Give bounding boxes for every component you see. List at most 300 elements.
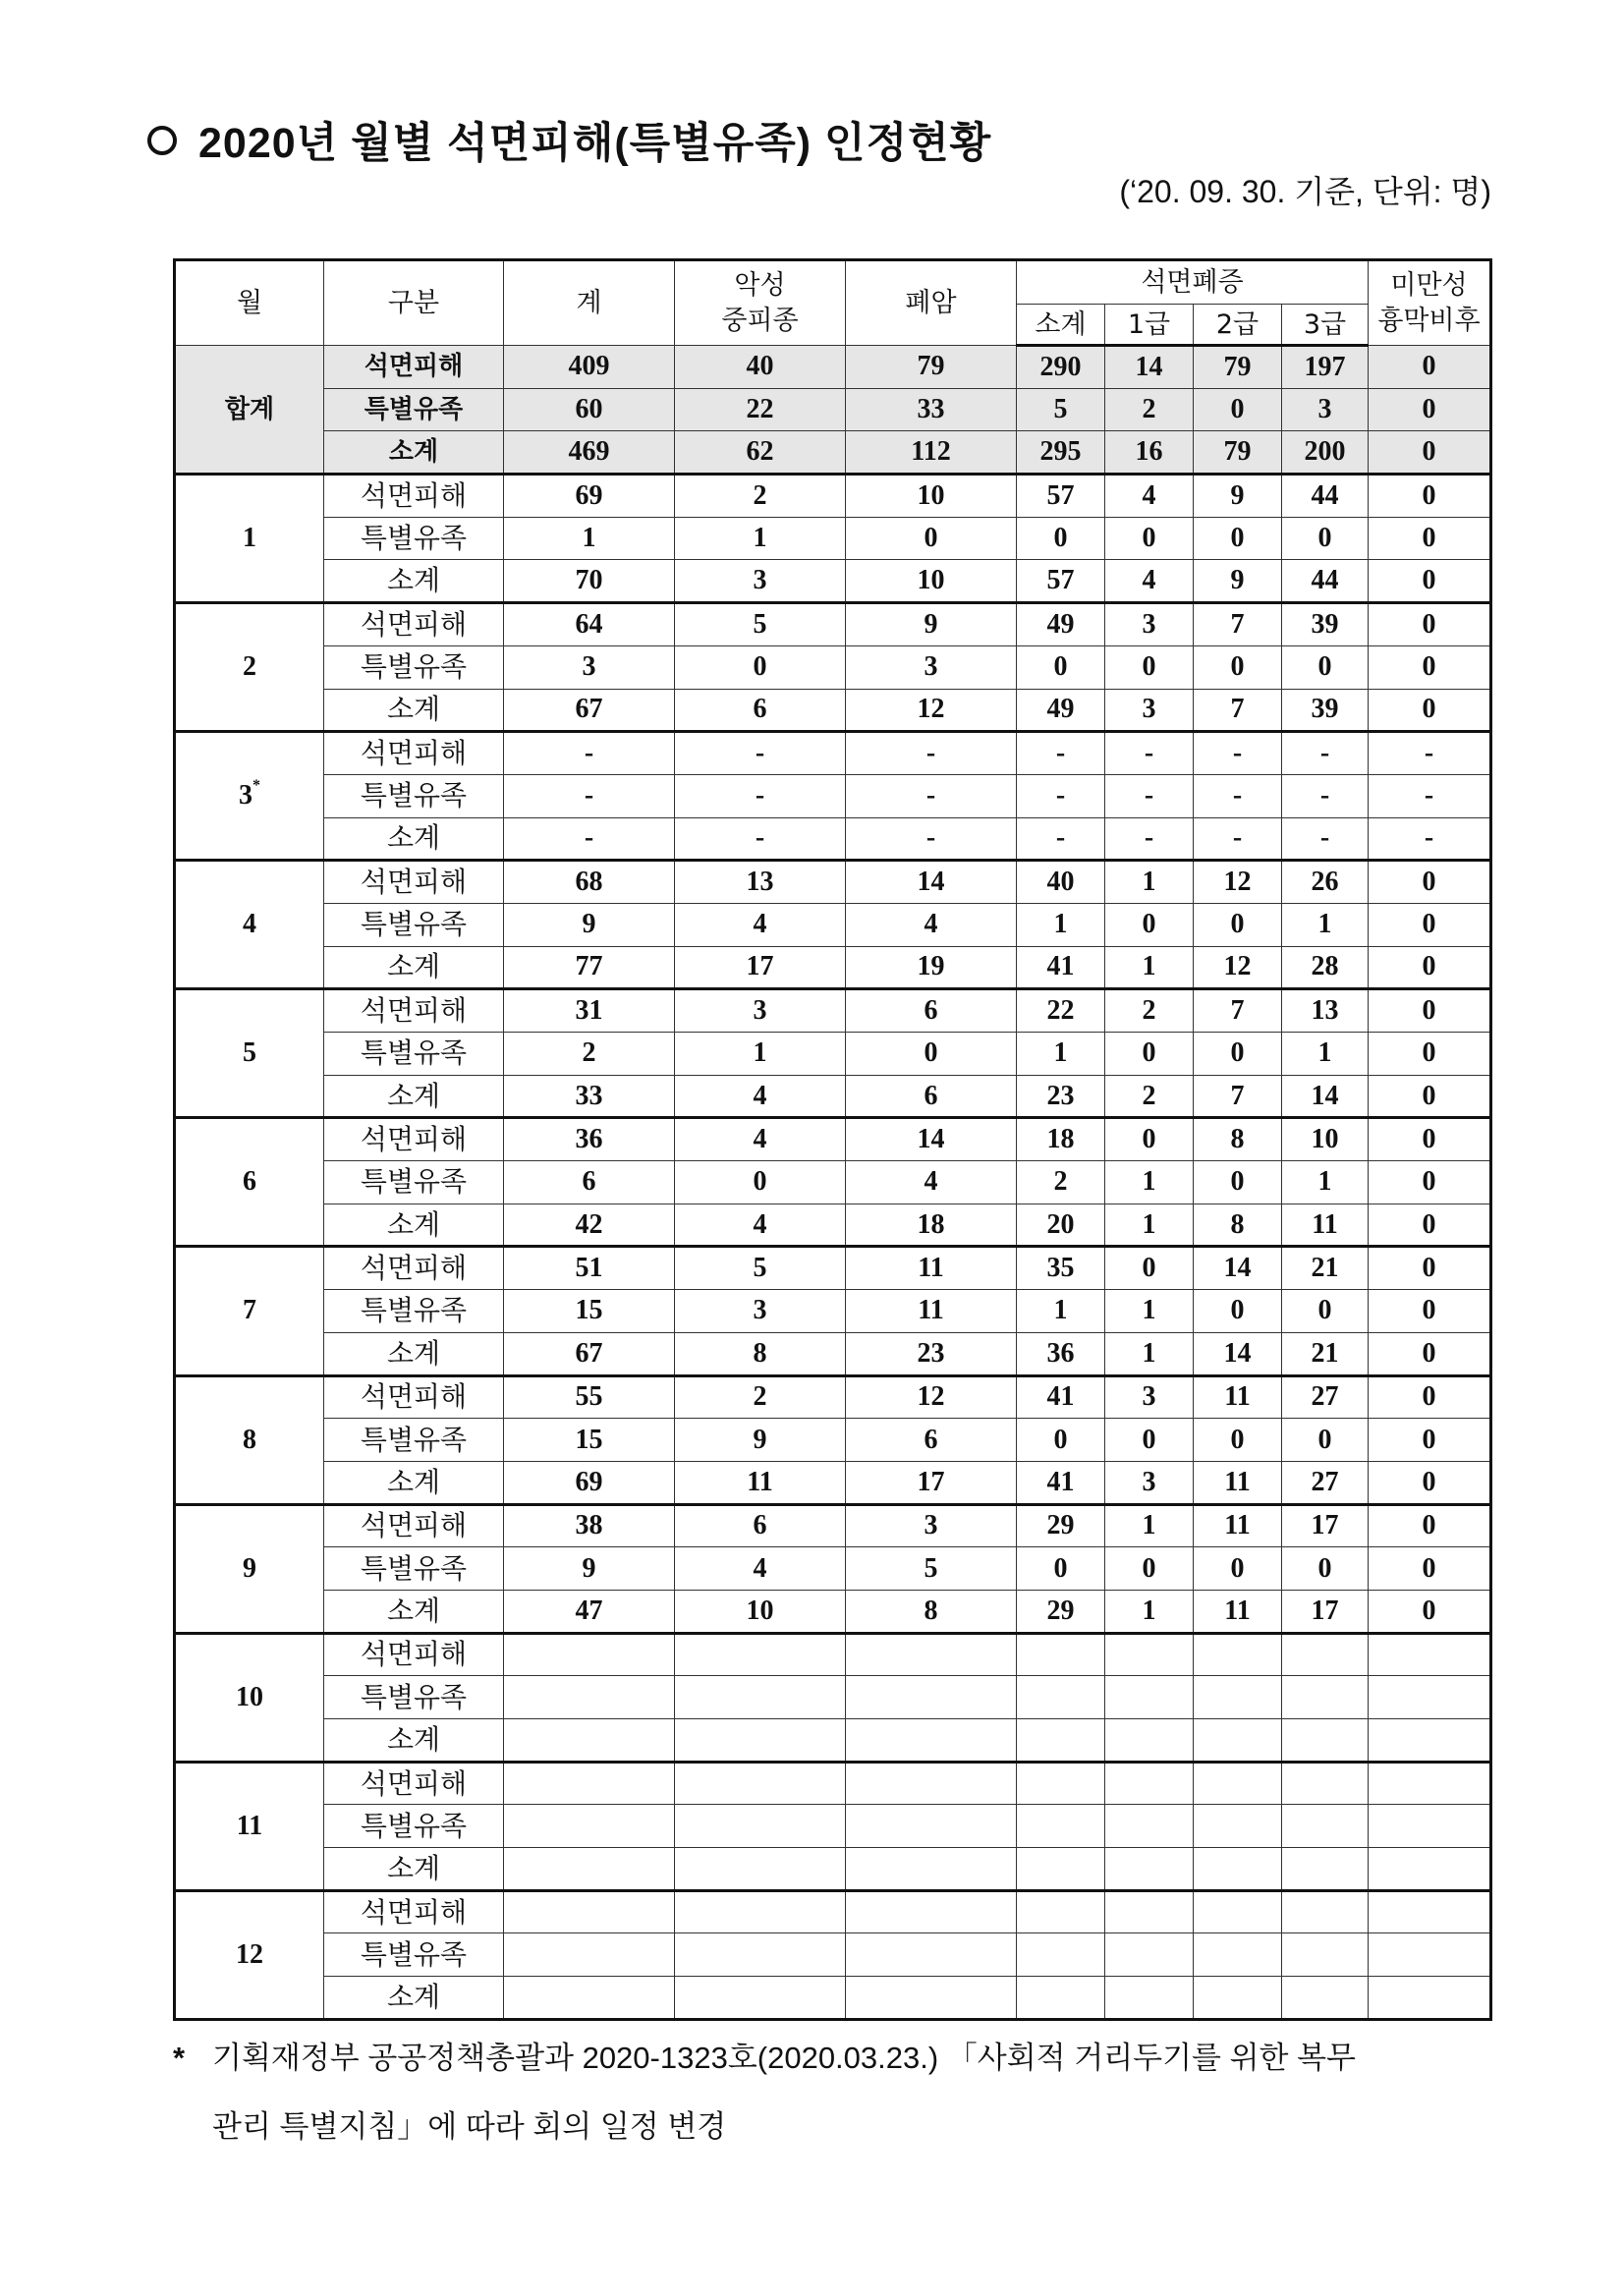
value-cell: 1	[1105, 1504, 1194, 1547]
value-cell	[1282, 1848, 1369, 1891]
category-cell: 석면피해	[324, 475, 504, 518]
value-cell	[1105, 1977, 1194, 2020]
table-row	[175, 817, 1491, 861]
value-cell: -	[675, 817, 846, 861]
value-cell: 6	[846, 1075, 1017, 1118]
value-cell: 1	[1105, 861, 1194, 904]
table-row	[175, 346, 1491, 389]
value-cell: 0	[1369, 1547, 1491, 1591]
value-cell: 5	[846, 1547, 1017, 1591]
value-cell: 60	[504, 388, 675, 431]
value-cell: 197	[1282, 346, 1369, 389]
month-cell	[175, 346, 324, 475]
table-row	[175, 1547, 1491, 1591]
value-cell: 4	[1105, 560, 1194, 603]
month-label: 2	[243, 651, 256, 683]
value-cell: 42	[504, 1204, 675, 1247]
value-cell	[1017, 1633, 1105, 1676]
value-cell: 7	[1194, 1075, 1282, 1118]
table-row	[175, 388, 1491, 431]
value-cell: 0	[1369, 1204, 1491, 1247]
value-cell: 0	[1194, 388, 1282, 431]
month-label: 11	[236, 1810, 263, 1841]
value-cell: 6	[675, 689, 846, 732]
month-label: 합계	[224, 394, 275, 424]
table-row	[175, 1676, 1491, 1719]
value-cell: 4	[846, 903, 1017, 946]
value-cell: 290	[1017, 346, 1105, 389]
value-cell: 18	[846, 1204, 1017, 1247]
basis-note: (‘20. 09. 30. 기준, 단위: 명)	[1119, 174, 1491, 209]
title-text: 2020년 월별 석면피해(특별유족) 인정현황	[198, 120, 992, 167]
value-cell	[846, 1762, 1017, 1805]
table-row	[175, 989, 1491, 1033]
value-cell: 68	[504, 861, 675, 904]
value-cell	[846, 1805, 1017, 1848]
value-cell: 4	[675, 1075, 846, 1118]
category-cell: 특별유족	[324, 517, 504, 560]
value-cell: 295	[1017, 431, 1105, 475]
value-cell	[1194, 1848, 1282, 1891]
value-cell: 14	[1105, 346, 1194, 389]
value-cell	[1194, 1676, 1282, 1719]
month-label: 9	[243, 1552, 256, 1584]
table-row	[175, 1890, 1491, 1933]
value-cell	[1017, 1848, 1105, 1891]
value-cell: -	[1105, 774, 1194, 817]
category-cell: 소계	[324, 689, 504, 732]
value-cell: 0	[1369, 903, 1491, 946]
value-cell: 2	[1105, 1075, 1194, 1118]
value-cell: 3	[1282, 388, 1369, 431]
value-cell: 14	[1194, 1247, 1282, 1290]
value-cell: 409	[504, 346, 675, 389]
value-cell: 0	[1369, 1033, 1491, 1076]
header-pleural	[1369, 260, 1491, 346]
value-cell: 11	[846, 1290, 1017, 1333]
value-cell: 3	[675, 989, 846, 1033]
value-cell: 9	[504, 1547, 675, 1591]
value-cell: -	[504, 817, 675, 861]
value-cell	[675, 1848, 846, 1891]
value-cell: 33	[504, 1075, 675, 1118]
table-row	[175, 1118, 1491, 1161]
value-cell	[675, 1676, 846, 1719]
value-cell: 1	[675, 1033, 846, 1076]
value-cell: 1	[1105, 1290, 1194, 1333]
table-row	[175, 1033, 1491, 1076]
value-cell: 1	[1105, 1204, 1194, 1247]
month-label: 3	[239, 780, 252, 812]
value-cell: 1	[1105, 946, 1194, 989]
value-cell	[1369, 1805, 1491, 1848]
value-cell: 0	[675, 1161, 846, 1204]
month-cell	[175, 1504, 324, 1633]
value-cell: 5	[675, 1247, 846, 1290]
month-cell	[175, 732, 324, 861]
value-cell: 0	[1369, 1075, 1491, 1118]
category-cell: 특별유족	[324, 903, 504, 946]
value-cell: -	[1105, 817, 1194, 861]
value-cell: 4	[675, 1204, 846, 1247]
value-cell: 77	[504, 946, 675, 989]
category-cell: 특별유족	[324, 388, 504, 431]
value-cell: 11	[1194, 1590, 1282, 1633]
value-cell	[504, 1848, 675, 1891]
value-cell: 15	[504, 1419, 675, 1462]
value-cell: 40	[675, 346, 846, 389]
value-cell: 19	[846, 946, 1017, 989]
value-cell: 0	[1194, 517, 1282, 560]
value-cell	[1105, 1805, 1194, 1848]
table-row	[175, 1332, 1491, 1375]
value-cell: 51	[504, 1247, 675, 1290]
table-row	[175, 689, 1491, 732]
category-cell: 석면피해	[324, 346, 504, 389]
category-cell: 소계	[324, 1719, 504, 1763]
value-cell: 15	[504, 1290, 675, 1333]
value-cell	[1105, 1762, 1194, 1805]
value-cell	[1194, 1762, 1282, 1805]
value-cell: 4	[675, 1547, 846, 1591]
value-cell: 41	[1017, 1375, 1105, 1419]
header-asb-subtotal: 소계	[1017, 305, 1105, 346]
month-cell	[175, 1118, 324, 1247]
value-cell	[1017, 1977, 1105, 2020]
value-cell: 0	[1105, 1547, 1194, 1591]
value-cell: 6	[846, 989, 1017, 1033]
month-cell	[175, 603, 324, 732]
value-cell	[675, 1719, 846, 1763]
value-cell: 1	[1017, 1290, 1105, 1333]
value-cell: 40	[1017, 861, 1105, 904]
value-cell: 49	[1017, 603, 1105, 646]
value-cell: 69	[504, 1461, 675, 1504]
value-cell: 10	[675, 1590, 846, 1633]
category-cell: 소계	[324, 560, 504, 603]
value-cell: 2	[675, 1375, 846, 1419]
month-label: 7	[243, 1295, 256, 1326]
value-cell: 1	[504, 517, 675, 560]
value-cell: 62	[675, 431, 846, 475]
table-row	[175, 1977, 1491, 2020]
value-cell	[1105, 1633, 1194, 1676]
value-cell: 12	[846, 1375, 1017, 1419]
value-cell: -	[1194, 732, 1282, 775]
value-cell	[1105, 1890, 1194, 1933]
value-cell: -	[1194, 774, 1282, 817]
month-cell	[175, 1247, 324, 1375]
category-cell: 소계	[324, 1977, 504, 2020]
table-row	[175, 645, 1491, 689]
category-cell: 소계	[324, 1204, 504, 1247]
value-cell: 44	[1282, 560, 1369, 603]
value-cell: 29	[1017, 1504, 1105, 1547]
value-cell	[504, 1805, 675, 1848]
value-cell: 17	[1282, 1504, 1369, 1547]
value-cell: -	[1369, 774, 1491, 817]
value-cell	[1105, 1848, 1194, 1891]
value-cell: 1	[1017, 903, 1105, 946]
value-cell: 69	[504, 475, 675, 518]
month-cell	[175, 1375, 324, 1504]
value-cell	[1194, 1977, 1282, 2020]
value-cell	[1194, 1719, 1282, 1763]
value-cell: -	[504, 774, 675, 817]
month-cell	[175, 475, 324, 603]
value-cell: 14	[1194, 1332, 1282, 1375]
value-cell: 0	[1282, 1547, 1369, 1591]
value-cell: 4	[846, 1161, 1017, 1204]
value-cell: 1	[675, 517, 846, 560]
value-cell: 0	[1017, 1419, 1105, 1462]
value-cell	[1282, 1719, 1369, 1763]
table-row	[175, 517, 1491, 560]
table-row	[175, 1204, 1491, 1247]
value-cell	[1369, 1977, 1491, 2020]
table-row	[175, 1461, 1491, 1504]
category-cell: 소계	[324, 431, 504, 475]
header-month: 월	[175, 260, 324, 346]
value-cell: 11	[1282, 1204, 1369, 1247]
value-cell: 8	[675, 1332, 846, 1375]
category-cell: 석면피해	[324, 1762, 504, 1805]
month-cell	[175, 989, 324, 1118]
value-cell	[1282, 1805, 1369, 1848]
value-cell: 70	[504, 560, 675, 603]
value-cell: 17	[846, 1461, 1017, 1504]
value-cell: 49	[1017, 689, 1105, 732]
value-cell: 0	[1017, 1547, 1105, 1591]
value-cell: -	[1017, 732, 1105, 775]
value-cell: 13	[1282, 989, 1369, 1033]
category-cell: 특별유족	[324, 645, 504, 689]
value-cell: 36	[504, 1118, 675, 1161]
value-cell	[846, 1633, 1017, 1676]
value-cell	[1282, 1933, 1369, 1977]
value-cell: 26	[1282, 861, 1369, 904]
value-cell: 0	[675, 645, 846, 689]
value-cell: 12	[846, 689, 1017, 732]
value-cell: 0	[1369, 1590, 1491, 1633]
value-cell: 0	[1194, 645, 1282, 689]
value-cell: 21	[1282, 1247, 1369, 1290]
category-cell: 소계	[324, 946, 504, 989]
value-cell	[675, 1977, 846, 2020]
header-category: 구분	[324, 260, 504, 346]
value-cell: 3	[675, 1290, 846, 1333]
value-cell: 3	[1105, 1461, 1194, 1504]
value-cell: 9	[675, 1419, 846, 1462]
value-cell: 14	[846, 861, 1017, 904]
header-grade1: 1급	[1105, 305, 1194, 346]
value-cell: 5	[675, 603, 846, 646]
value-cell: 7	[1194, 989, 1282, 1033]
value-cell: 0	[1369, 388, 1491, 431]
value-cell: 0	[1369, 1118, 1491, 1161]
value-cell: -	[1369, 732, 1491, 775]
value-cell: 1	[1017, 1033, 1105, 1076]
month-cell	[175, 1762, 324, 1890]
value-cell: 0	[1105, 1419, 1194, 1462]
table-row	[175, 603, 1491, 646]
value-cell: 0	[1194, 1547, 1282, 1591]
value-cell: 0	[1369, 517, 1491, 560]
category-cell: 석면피해	[324, 1118, 504, 1161]
value-cell: 0	[1282, 1290, 1369, 1333]
value-cell: 0	[1017, 645, 1105, 689]
value-cell: 41	[1017, 946, 1105, 989]
value-cell: 13	[675, 861, 846, 904]
value-cell: 41	[1017, 1461, 1105, 1504]
month-cell	[175, 1890, 324, 2019]
value-cell	[675, 1805, 846, 1848]
header-lung-cancer: 폐암	[846, 260, 1017, 346]
value-cell	[1282, 1762, 1369, 1805]
value-cell	[1369, 1890, 1491, 1933]
value-cell: 3	[675, 560, 846, 603]
category-cell: 석면피해	[324, 1247, 504, 1290]
value-cell: 11	[1194, 1504, 1282, 1547]
month-label: 6	[243, 1166, 256, 1198]
value-cell	[1194, 1890, 1282, 1933]
table-row	[175, 903, 1491, 946]
footnote-mark: *	[173, 2041, 186, 2075]
footnote-line-2: 관리 특별지침」에 따라 회의 일정 변경	[212, 2109, 727, 2144]
value-cell	[1369, 1676, 1491, 1719]
value-cell: 79	[1194, 346, 1282, 389]
value-cell: 2	[504, 1033, 675, 1076]
category-cell: 소계	[324, 1332, 504, 1375]
category-cell: 석면피해	[324, 1890, 504, 1933]
value-cell: 67	[504, 1332, 675, 1375]
header-total: 계	[504, 260, 675, 346]
value-cell	[1017, 1933, 1105, 1977]
value-cell: 8	[846, 1590, 1017, 1633]
value-cell: 0	[1369, 1161, 1491, 1204]
value-cell: 0	[1369, 1419, 1491, 1462]
value-cell: 3	[846, 1504, 1017, 1547]
value-cell: 0	[1105, 1033, 1194, 1076]
value-cell	[1194, 1805, 1282, 1848]
value-cell	[504, 1890, 675, 1933]
value-cell: 57	[1017, 560, 1105, 603]
category-cell: 소계	[324, 817, 504, 861]
month-label: 5	[243, 1037, 256, 1069]
value-cell: 3	[504, 645, 675, 689]
value-cell: 9	[1194, 475, 1282, 518]
table-row	[175, 1590, 1491, 1633]
circle-bullet-icon	[147, 126, 177, 155]
table-row	[175, 1075, 1491, 1118]
table-row	[175, 1375, 1491, 1419]
value-cell: 79	[1194, 431, 1282, 475]
value-cell: 0	[1282, 517, 1369, 560]
table-row	[175, 1848, 1491, 1891]
value-cell: 0	[1369, 560, 1491, 603]
value-cell: 4	[675, 1118, 846, 1161]
value-cell: 22	[675, 388, 846, 431]
table-row	[175, 1762, 1491, 1805]
value-cell	[846, 1933, 1017, 1977]
value-cell	[504, 1719, 675, 1763]
value-cell: 0	[1105, 903, 1194, 946]
table-row	[175, 774, 1491, 817]
value-cell	[504, 1977, 675, 2020]
month-label: 12	[236, 1938, 263, 1970]
value-cell: 0	[1194, 1290, 1282, 1333]
category-cell: 특별유족	[324, 1290, 504, 1333]
value-cell: 36	[1017, 1332, 1105, 1375]
value-cell	[846, 1676, 1017, 1719]
value-cell	[1105, 1676, 1194, 1719]
header-grade3: 3급	[1282, 305, 1369, 346]
value-cell: 0	[846, 1033, 1017, 1076]
table-row	[175, 560, 1491, 603]
value-cell: 17	[675, 946, 846, 989]
table-row	[175, 1933, 1491, 1977]
value-cell: 2	[1017, 1161, 1105, 1204]
value-cell: 67	[504, 689, 675, 732]
value-cell: 14	[1282, 1075, 1369, 1118]
value-cell: 1	[1105, 1332, 1194, 1375]
value-cell: 39	[1282, 689, 1369, 732]
footnote	[173, 2024, 1489, 2161]
value-cell: 1	[1282, 1033, 1369, 1076]
value-cell	[846, 1977, 1017, 2020]
value-cell: -	[1105, 732, 1194, 775]
value-cell: 64	[504, 603, 675, 646]
value-cell: 10	[846, 475, 1017, 518]
value-cell: 0	[846, 517, 1017, 560]
value-cell	[1017, 1890, 1105, 1933]
category-cell: 석면피해	[324, 1504, 504, 1547]
category-cell: 특별유족	[324, 1676, 504, 1719]
value-cell: -	[846, 774, 1017, 817]
value-cell: 12	[1194, 861, 1282, 904]
value-cell	[675, 1762, 846, 1805]
value-cell	[1017, 1719, 1105, 1763]
table-row	[175, 1419, 1491, 1462]
value-cell: 5	[1017, 388, 1105, 431]
footnote-line-1	[173, 2024, 1489, 2093]
table-row	[175, 1719, 1491, 1763]
value-cell: 35	[1017, 1247, 1105, 1290]
value-cell: 0	[1369, 861, 1491, 904]
value-cell: 38	[504, 1504, 675, 1547]
value-cell: 10	[1282, 1118, 1369, 1161]
value-cell	[1017, 1762, 1105, 1805]
value-cell	[1105, 1933, 1194, 1977]
value-cell: -	[675, 774, 846, 817]
value-cell: 21	[1282, 1332, 1369, 1375]
value-cell	[504, 1762, 675, 1805]
value-cell: 7	[1194, 603, 1282, 646]
value-cell: 12	[1194, 946, 1282, 989]
value-cell: 4	[675, 903, 846, 946]
value-cell: 200	[1282, 431, 1369, 475]
header-mesothelioma-text: 악성 중피종	[721, 270, 799, 336]
status-table	[173, 258, 1492, 2021]
value-cell: 18	[1017, 1118, 1105, 1161]
value-cell	[1369, 1933, 1491, 1977]
month-cell	[175, 861, 324, 989]
table-row	[175, 1247, 1491, 1290]
value-cell: 11	[675, 1461, 846, 1504]
value-cell: 1	[1105, 1590, 1194, 1633]
value-cell: 6	[675, 1504, 846, 1547]
value-cell: 0	[1017, 517, 1105, 560]
